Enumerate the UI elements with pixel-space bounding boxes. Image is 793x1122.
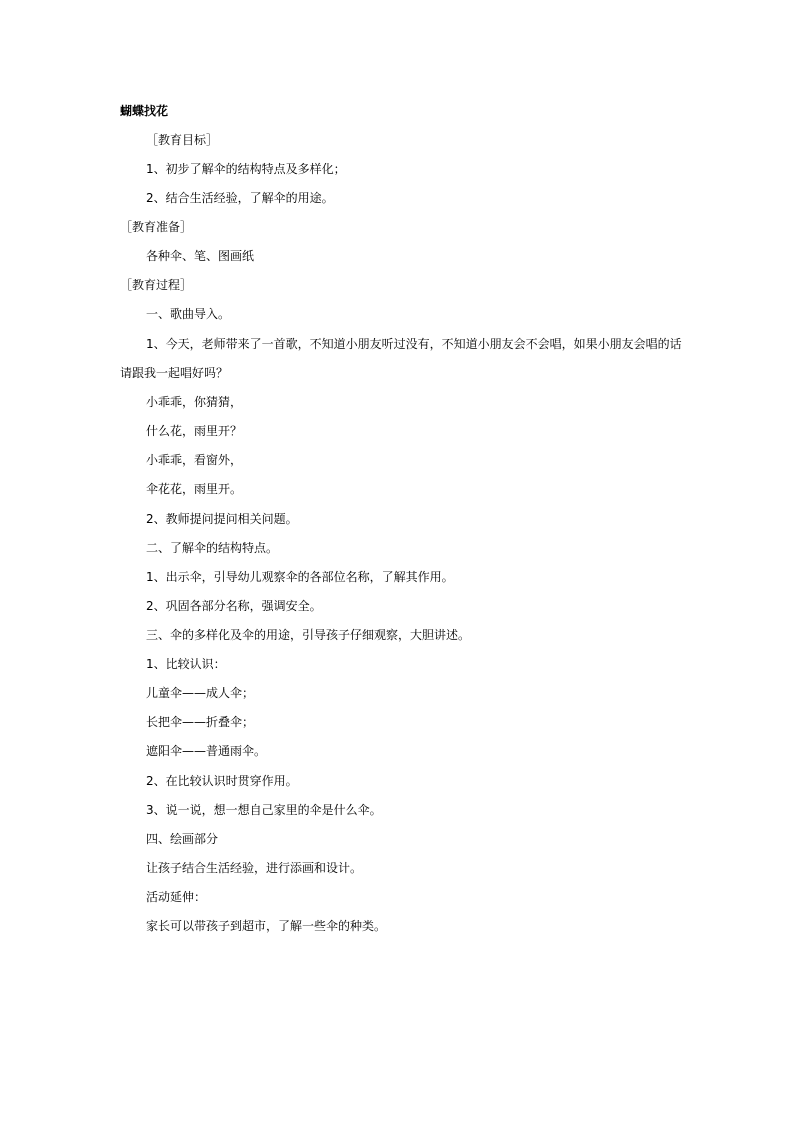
song-line: 什么花，雨里开？ <box>146 424 243 438</box>
section-heading-preparation: ［教育准备］ <box>120 220 193 234</box>
paragraph: 三、伞的多样化及伞的用途，引导孩子仔细观察，大胆讲述。 <box>146 628 471 642</box>
song-line: 小乖乖，你猜猜， <box>146 395 243 409</box>
paragraph: 二、了解伞的结构特点。 <box>146 541 279 555</box>
paragraph: 1、比较认识： <box>146 657 226 671</box>
paragraph: 活动延伸： <box>146 890 207 904</box>
paragraph: 各种伞、笔、图画纸 <box>146 249 255 263</box>
paragraph-continuation: 请跟我一起唱好吗？ <box>120 366 229 380</box>
section-heading-process: ［教育过程］ <box>120 278 193 292</box>
section-heading-goals: ［教育目标］ <box>146 133 219 147</box>
paragraph: 四、绘画部分 <box>146 832 219 846</box>
song-line: 伞花花，雨里开。 <box>146 482 243 496</box>
paragraph: 长把伞——折叠伞； <box>146 715 255 729</box>
song-line: 小乖乖，看窗外， <box>146 453 243 467</box>
paragraph: 儿童伞——成人伞； <box>146 686 255 700</box>
paragraph: 让孩子结合生活经验，进行添画和设计。 <box>146 861 363 875</box>
paragraph: 3、说一说，想一想自己家里的伞是什么伞。 <box>146 803 382 817</box>
paragraph: 家长可以带孩子到超市，了解一些伞的种类。 <box>146 919 387 933</box>
paragraph: 2、巩固各部分名称，强调安全。 <box>146 599 322 613</box>
paragraph: 一、歌曲导入。 <box>146 307 231 321</box>
paragraph: 2、结合生活经验，了解伞的用途。 <box>146 191 334 205</box>
paragraph: 2、教师提问提问相关问题。 <box>146 512 298 526</box>
paragraph: 1、初步了解伞的结构特点及多样化； <box>146 162 346 176</box>
document-title: 蝴蝶找花 <box>120 104 169 118</box>
paragraph: 1、出示伞，引导幼儿观察伞的各部位名称，了解其作用。 <box>146 570 454 584</box>
paragraph: 1、今天，老师带来了一首歌，不知道小朋友听过没有，不知道小朋友会不会唱，如果小朋友会唱的话 <box>146 337 682 351</box>
paragraph: 2、在比较认识时贯穿作用。 <box>146 774 298 788</box>
paragraph: 遮阳伞——普通雨伞。 <box>146 744 267 758</box>
